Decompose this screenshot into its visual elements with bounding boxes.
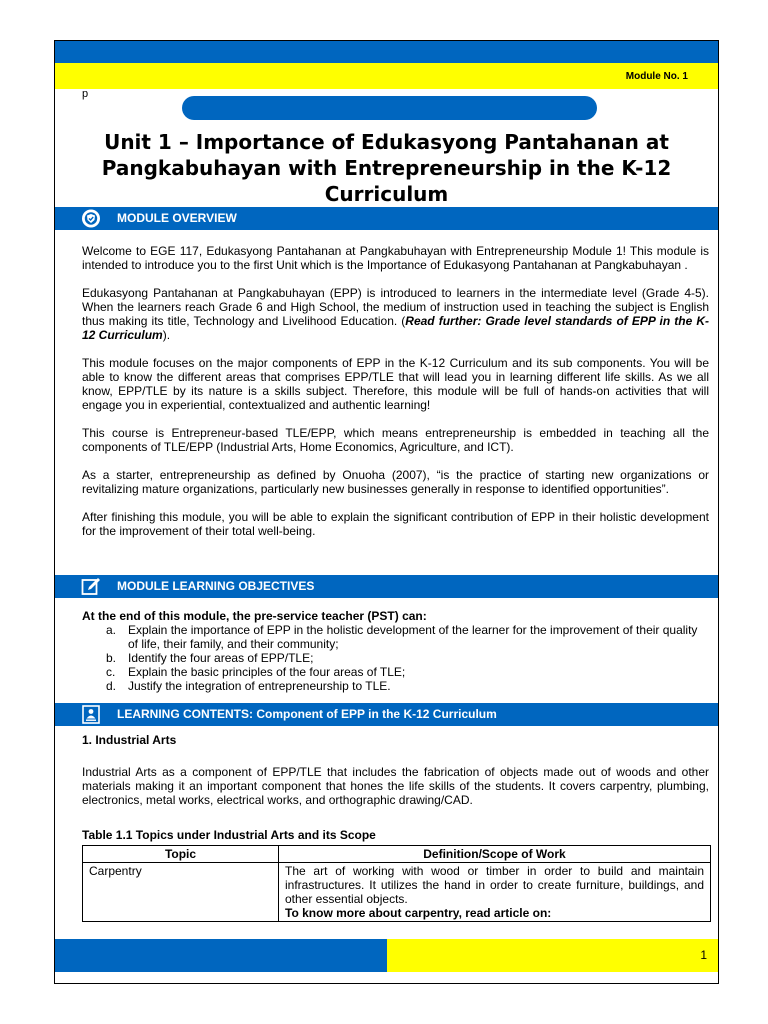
table-header-row xyxy=(83,846,711,863)
section-label-overview: MODULE OVERVIEW xyxy=(117,211,237,225)
table-header-topic: Topic xyxy=(83,846,279,863)
person-card-icon xyxy=(81,705,101,724)
overview-text xyxy=(82,244,709,538)
overview-paragraph-6: After finishing this module, you will be able to explain the significant contribution of EPP in their holistic development for the improvement of their total well-being. xyxy=(82,510,709,538)
table-cell-topic: Carpentry xyxy=(83,863,279,922)
objective-marker: d. xyxy=(106,679,117,693)
overview-paragraph-1: Welcome to EGE 117, Edukasyong Pantahanan at Pangkabuhayan with Entrepreneurship Module 1! This module is intended to introduce you to the first Unit which is the Importance of Edukasyong Pantahanan at Pangkabuhayan . xyxy=(82,244,709,272)
objective-item xyxy=(82,623,709,651)
objective-marker: b. xyxy=(106,651,117,665)
objective-marker: c. xyxy=(106,665,116,679)
footer-yellow-band xyxy=(387,939,718,972)
section-bar-contents xyxy=(55,703,718,726)
table-row xyxy=(83,863,711,922)
header-blue-band xyxy=(55,41,718,63)
industrial-arts-paragraph: Industrial Arts as a component of EPP/TLE that includes the fabrication of objects made out of woods and other materials making it an important component that hones the life skills of the students. It covers carpentry, plumbing, electronics, metal works, electrical works, and orthographic drawing/CAD. xyxy=(82,765,709,807)
read-more-note: To know more about carpentry, read article on: xyxy=(285,906,552,920)
industrial-arts-heading: 1. Industrial Arts xyxy=(82,733,177,747)
overview-paragraph-4: This course is Entrepreneur-based TLE/EPP, which means entrepreneurship is embedded in teaching all the components of TLE/EPP (Industrial Arts, Home Economics, Agriculture, and ICT). xyxy=(82,426,709,454)
objective-text: Justify the integration of entrepreneurship to TLE. xyxy=(128,679,391,693)
overview-paragraph-3: This module focuses on the major components of EPP in the K-12 Curriculum and its sub components. You will be able to know the different areas that comprises EPP/TLE that will lead you in learning different life skills. As we all know, EPP/TLE by its nature is a skills subject. Therefore, this module will be full of hands-on activities that will engage you in experiential, contextualized and authentic learning! xyxy=(82,356,709,412)
objective-text: Explain the importance of EPP in the holistic development of the learner for the improvement of their quality of life, their family, and their community; xyxy=(128,623,698,651)
gear-shield-icon xyxy=(81,209,101,228)
table-caption: Table 1.1 Topics under Industrial Arts and its Scope xyxy=(82,828,376,842)
page-number: 1 xyxy=(700,948,707,962)
page-title: Unit 1 – Importance of Edukasyong Pantahanan at Pangkabuhayan with Entrepreneurship in the K-12 Curriculum xyxy=(101,130,672,206)
overview-paragraph-2-text: Edukasyong Pantahanan at Pangkabuhayan (EPP) is introduced to learners in the intermediate level (Grade 4-5). When the learners reach Grade 6 and High School, the medium of instruction used in teaching the subject is English thus making its title, Technology and Livelihood Education. ( xyxy=(82,286,709,328)
header-yellow-band xyxy=(55,63,718,89)
section-bar-overview xyxy=(55,207,718,230)
objective-item xyxy=(82,665,709,679)
read-further-note: Read further: Grade level standards of EPP in the K-12 Curriculum xyxy=(82,314,709,342)
footer-blue-band xyxy=(55,939,387,972)
edit-pencil-icon xyxy=(81,577,101,596)
objectives-list xyxy=(82,623,709,693)
objective-text: Identify the four areas of EPP/TLE; xyxy=(128,651,314,665)
section-label-contents: LEARNING CONTENTS: Component of EPP in the K-12 Curriculum xyxy=(117,707,497,721)
objective-item xyxy=(82,651,709,665)
table-cell-definition xyxy=(279,863,711,922)
overview-paragraph-2-end: ). xyxy=(162,328,171,342)
objective-item xyxy=(82,679,709,693)
header-pill xyxy=(182,96,597,120)
objective-marker: a. xyxy=(106,623,117,637)
objectives-lead: At the end of this module, the pre-service teacher (PST) can: xyxy=(82,609,427,623)
module-number: Module No. 1 xyxy=(625,71,688,82)
section-label-objectives: MODULE LEARNING OBJECTIVES xyxy=(117,579,315,593)
objectives-block xyxy=(82,609,709,693)
objective-text: Explain the basic principles of the four areas of TLE; xyxy=(128,665,406,679)
section-bar-objectives xyxy=(55,575,718,598)
overview-paragraph-5: As a starter, entrepreneurship as defined by Onuoha (2007), “is the practice of starting new organizations or revitalizing mature organizations, particularly new businesses generally in response to identified opportunities”. xyxy=(82,468,709,496)
topics-table xyxy=(82,845,711,922)
table-header-definition: Definition/Scope of Work xyxy=(279,846,711,863)
document-page xyxy=(54,40,719,984)
overview-paragraph-2 xyxy=(82,286,709,342)
definition-text: The art of working with wood or timber in order to build and maintain infrastructures. It utilizes the hand in order to create furniture, buildings, and other essential objects. xyxy=(285,864,704,906)
header-stray-text: p xyxy=(82,88,89,100)
